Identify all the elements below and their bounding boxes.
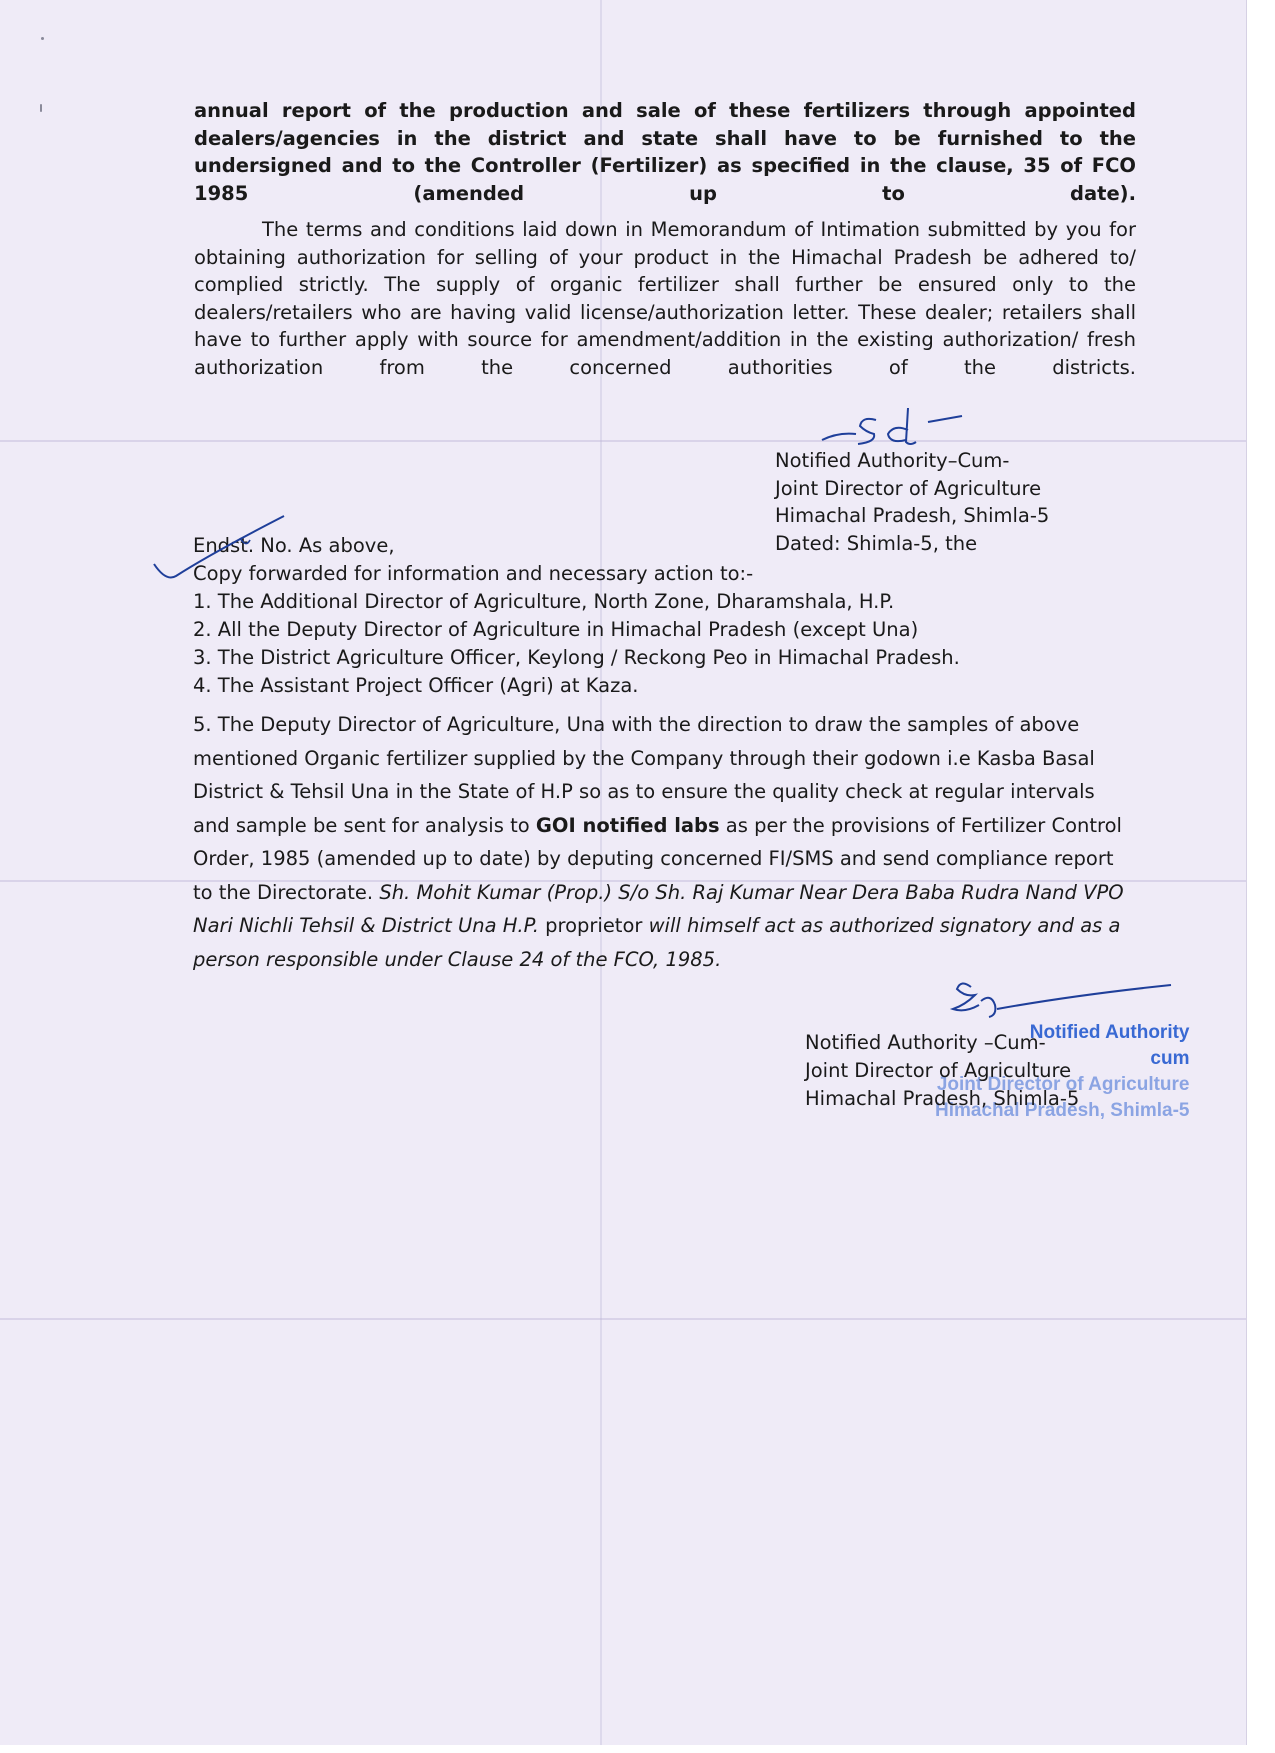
paper-fold-line: [0, 440, 1246, 442]
item5-part2: as per the provisions of Fertilizer Control Order, 1985 (amended up to date) by deputing concerned FI/SMS and send compliance report to the Directorate.: [193, 813, 1122, 904]
item5-proprietor-address: Sh. Mohit Kumar (Prop.) S/o Sh. Raj Kumar Near Dera Baba Rudra Nand VPO Nari Nichli Tehsil & District Una H.P.: [193, 880, 1124, 937]
distribution-list: [193, 588, 1131, 700]
list-item: 3. The District Agriculture Officer, Keylong / Reckong Peo in Himachal Pradesh.: [193, 646, 960, 669]
item5-responsibility: will himself act as authorized signatory and as a person responsible under Clause 24 of the FCO, 1985.: [193, 914, 1121, 971]
list-item: 2. All the Deputy Director of Agriculture in Himachal Pradesh (except Una): [193, 618, 919, 641]
item5-text: [193, 713, 1124, 971]
list-item-5: [193, 708, 1131, 976]
sig2-line: Himachal Pradesh, Shimla-5: [805, 1087, 1080, 1110]
paper-speck: [40, 104, 42, 112]
item5-bold-labs: GOI notified labs: [535, 813, 720, 837]
stamp-line: Joint Director of Agriculture: [936, 1074, 1190, 1095]
item5-part3: proprietor: [538, 914, 649, 937]
sd-signature-mark: [818, 402, 968, 452]
sig1-line: Joint Director of Agriculture: [775, 476, 1042, 500]
sig1-date-line: Dated: Shimla-5, the: [775, 531, 978, 555]
copy-forwarded-line: Copy forwarded for information and necessary action to:-: [193, 562, 754, 585]
stamp-line: Himachal Pradesh, Shimla-5: [935, 1100, 1190, 1121]
sig2-line: Notified Authority –Cum-: [805, 1031, 1046, 1054]
stamp-line: cum: [1150, 1048, 1190, 1069]
sig1-line: Himachal Pradesh, Shimla-5: [775, 504, 1050, 527]
signature-block-1: [775, 447, 1049, 557]
paper-speck: [41, 37, 44, 40]
sig2-line: Joint Director of Agriculture: [805, 1059, 1072, 1082]
item5-part1: 5. The Deputy Director of Agriculture, Una with the direction to draw the samples of above mentioned Organic fertilizer supplied by the Company through their godown i.e Kasba Basal District & Tehsil Una in the State of H.P so as to ensure the quality check at regular intervals and sample be sent for analysis to: [193, 713, 1095, 837]
stamp-line: Notified Authority: [1029, 1022, 1190, 1043]
list-item: 1. The Additional Director of Agriculture, North Zone, Dharamshala, H.P.: [193, 590, 895, 613]
paragraph-annual-report: annual report of the production and sale of these fertilizers through appointed dealers/agencies in the district and state shall have to be furnished to the undersigned and to the Controller (Fertilizer) as specified in the clause, 35 of FCO 1985 (amended up to date).: [194, 99, 1136, 205]
paragraph-terms-conditions: The terms and conditions laid down in Memorandum of Intimation submitted by you for obtaining authorization for selling of your product in the Himachal Pradesh be adhered to/ complied strictly. The supply of organic fertilizer shall further be ensured only to the dealers/retailers who are having valid license/authorization letter. These dealer; retailers shall have to further apply with source for amendment/addition in the existing authorization/ fresh authorization from the concerned authorities of the districts.: [194, 218, 1136, 379]
endorsement-line: Endst. No. As above,: [193, 534, 395, 557]
paper-fold-line: [0, 1318, 1246, 1320]
handwritten-signature: [935, 975, 1175, 1045]
sig1-line: Notified Authority–Cum-: [775, 449, 1010, 472]
list-item: 4. The Assistant Project Officer (Agri) at Kaza.: [193, 674, 639, 697]
